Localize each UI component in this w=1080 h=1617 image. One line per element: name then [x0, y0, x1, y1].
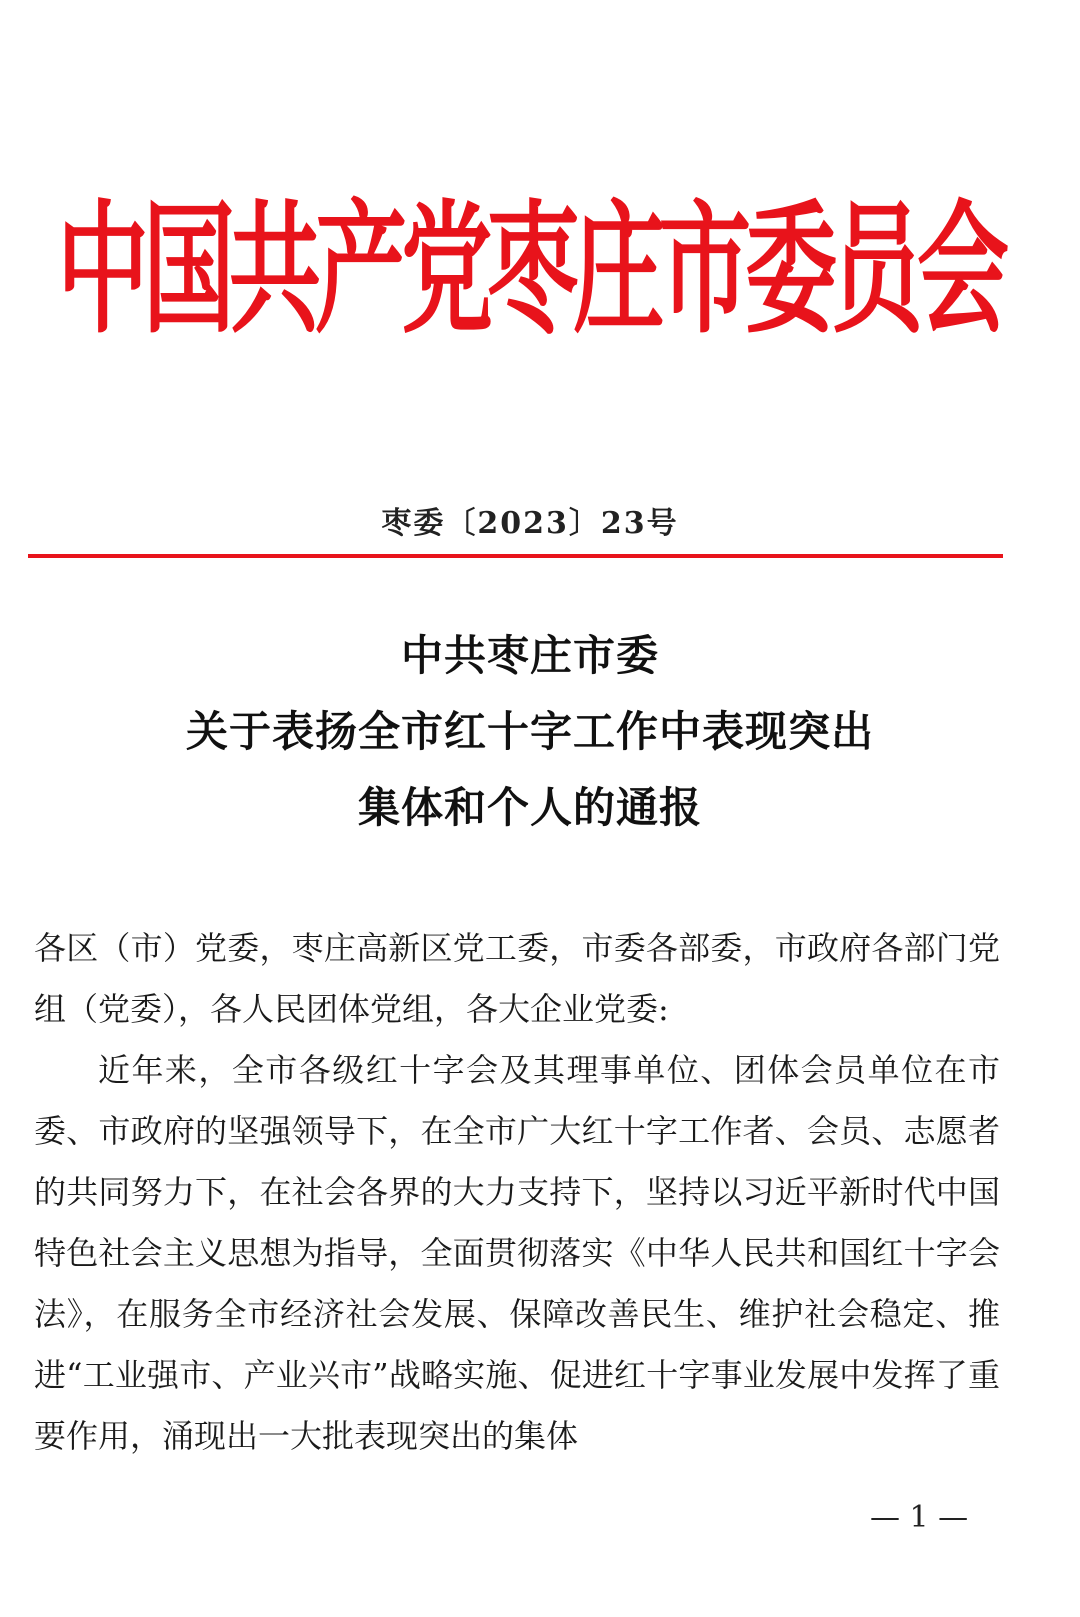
document-body: [34, 918, 1000, 1467]
red-divider-line: [28, 554, 1003, 558]
document-number: 枣委〔2023〕23号: [381, 506, 679, 541]
title-line-1: 中共枣庄市委: [400, 631, 659, 680]
title-line-3: 集体和个人的通报: [357, 783, 702, 832]
page-number: — 1 —: [870, 1500, 969, 1535]
salutation: 各区（市）党委，枣庄高新区党工委，市委各部委，市政府各部门党组（党委），各人民团体党组，各大企业党委:: [34, 929, 1000, 1028]
masthead-text: 中国共产党枣庄市委员会: [56, 187, 1003, 354]
document-title: [0, 618, 1060, 846]
paragraph-1: 近年来，全市各级红十字会及其理事单位、团体会员单位在市委、市政府的坚强领导下，在全市广大红十字工作者、会员、志愿者的共同努力下，在社会各界的大力支持下，坚持以习近平新时代中国特色社会主义思想为指导，全面贯彻落实《中华人民共和国红十字会法》，在服务全市经济社会发展、保障改善民生、维护社会稳定、推进“工业强市、产业兴市”战略实施、促进红十字事业发展中发挥了重要作用，涌现出一大批表现突出的集体: [34, 1051, 1000, 1455]
title-line-2: 关于表扬全市红十字工作中表现突出: [185, 707, 874, 756]
masthead: [0, 186, 1060, 356]
